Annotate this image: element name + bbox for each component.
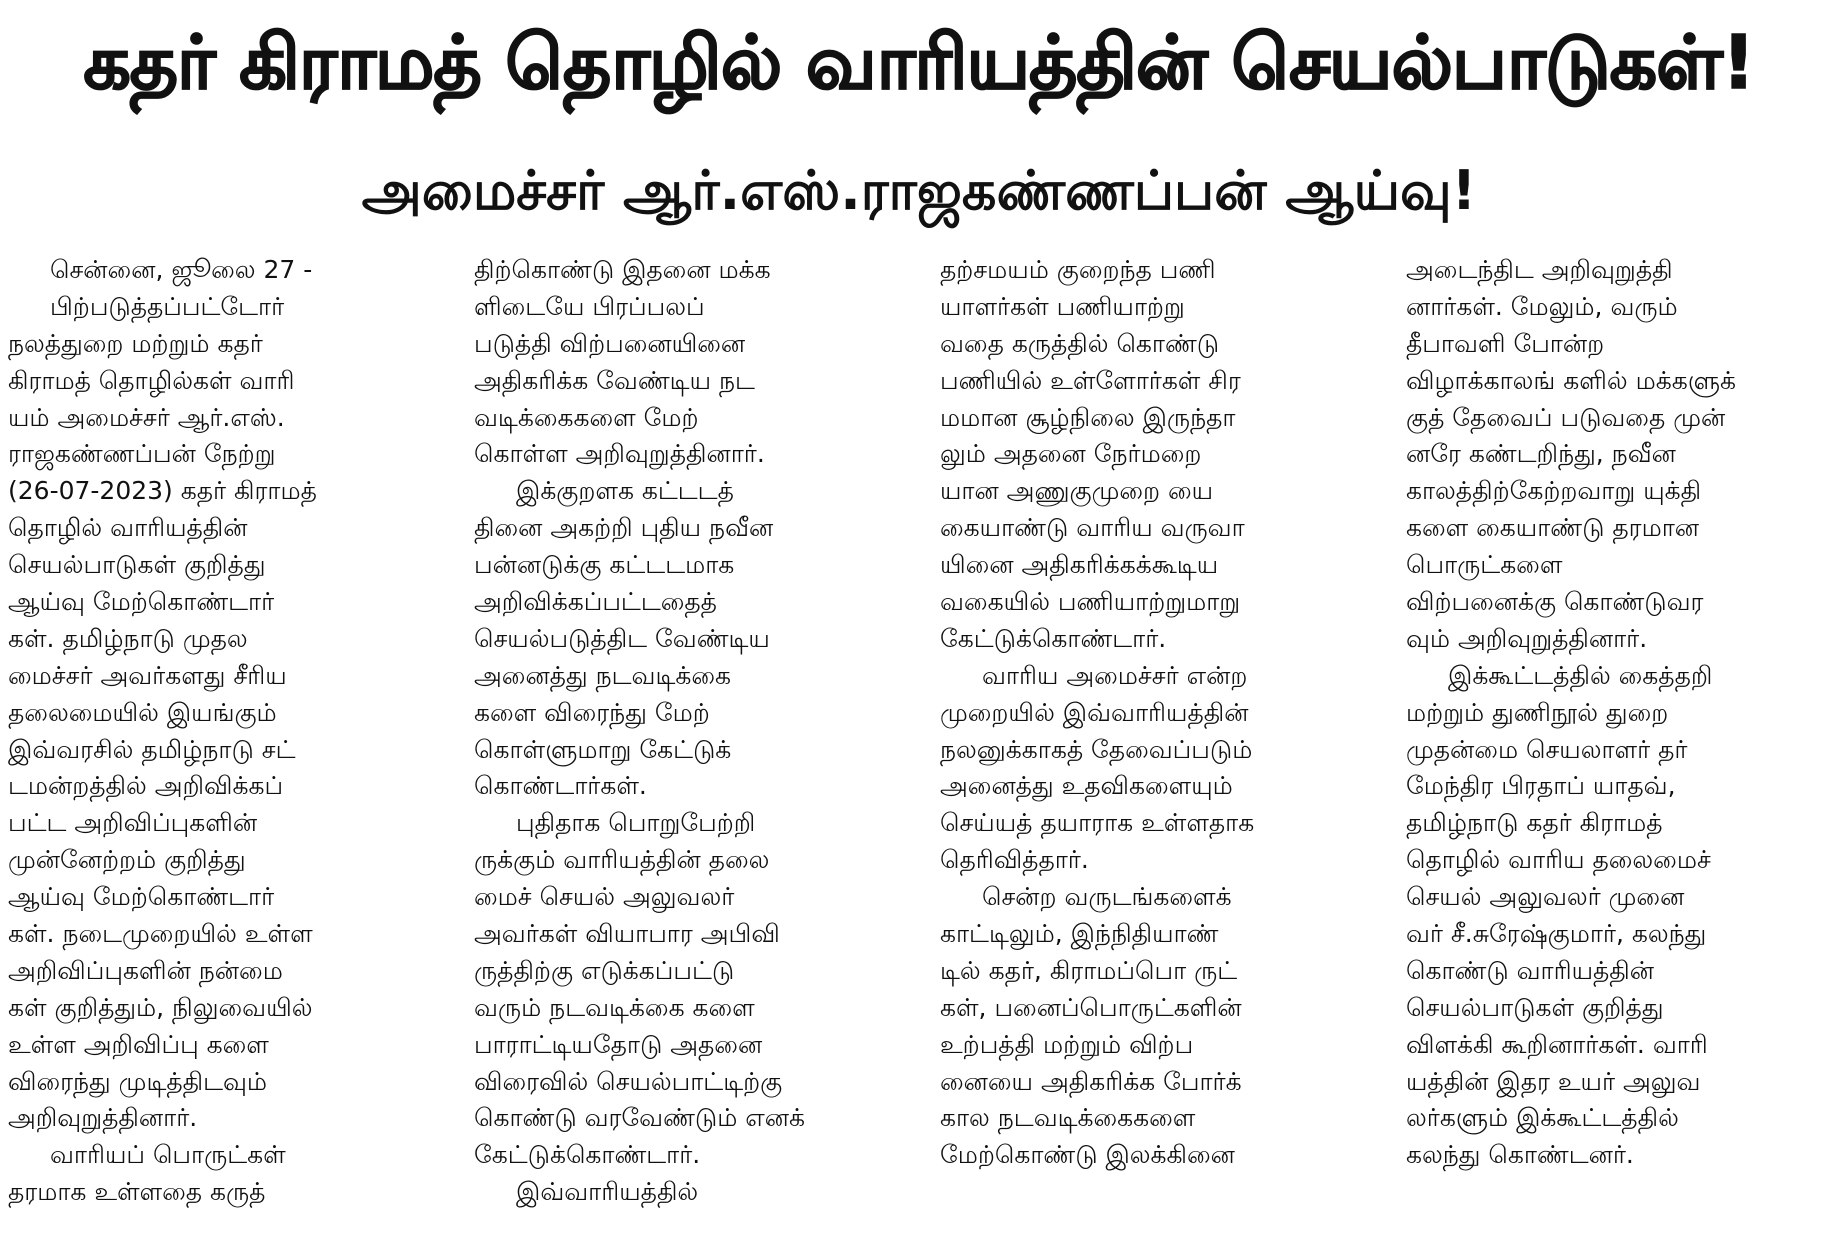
article-line: காட்டிலும், இந்நிதியாண்: [940, 919, 1219, 949]
article-column-3: [940, 252, 1364, 1238]
article-column-4: [1406, 252, 1830, 1238]
article-line: தொழில் வாரிய தலைமைச்: [1406, 845, 1711, 875]
article-line: கள், பனைப்பொருட்களின்: [940, 992, 1242, 1022]
article-line: களை கையாண்டு தரமான: [1406, 513, 1699, 543]
headline: கதர் கிராமத் தொழில் வாரியத்தின் செயல்பாடுகள்!: [83, 20, 1755, 106]
article-line: நலத்துறை மற்றும் கதர்: [8, 328, 263, 358]
article-line: இவ்வாரியத்தில்: [516, 1177, 699, 1207]
article-line: மேந்திர பிரதாப் யாதவ்,: [1406, 771, 1676, 801]
article-line: முதன்மை செயலாளர் தர்: [1406, 734, 1688, 764]
article-line: கொண்டு வாரியத்தின்: [1406, 955, 1655, 985]
article-line: கையாண்டு வாரிய வருவா: [940, 513, 1245, 543]
article-line: வரும் நடவடிக்கை களை: [474, 992, 755, 1022]
article-line: வாரிய அமைச்சர் என்ற: [982, 660, 1248, 690]
article-line: உள்ள அறிவிப்பு களை: [8, 1029, 269, 1059]
article-line: யம் அமைச்சர் ஆர்.எஸ்.: [8, 402, 285, 432]
article-line: பணியில் உள்ளோர்கள் சிர: [940, 365, 1241, 395]
article-line: மேற்கொண்டு இலக்கினை: [940, 1140, 1235, 1170]
article-line: தமிழ்நாடு கதர் கிராமத்: [1406, 808, 1663, 838]
article-line: யினை அதிகரிக்கக்கூடிய: [940, 550, 1219, 580]
article-columns: [8, 252, 1830, 1238]
article-line: விற்பனைக்கு கொண்டுவர: [1406, 587, 1704, 617]
article-line: குத் தேவைப் படுவதை முன்: [1406, 402, 1726, 432]
article-line: செயல்பாடுகள் குறித்து: [8, 550, 266, 580]
article-line: பாராட்டியதோடு அதனை: [474, 1029, 763, 1059]
article-line: இக்கூட்டத்தில் கைத்தறி: [1448, 660, 1713, 690]
article-line: ளிடையே பிரப்பலப்: [474, 291, 705, 321]
article-line: செயல் அலுவலர் முனை: [1406, 882, 1685, 912]
article-line: ஆய்வு மேற்கொண்டார்: [8, 587, 275, 617]
article-line: மைச் செயல் அலுவலர்: [474, 882, 735, 912]
article-line: வும் அறிவுறுத்தினார்.: [1406, 623, 1648, 653]
article-line: முன்னேற்றம் குறித்து: [8, 845, 246, 875]
article-line: யாளர்கள் பணியாற்று: [940, 291, 1185, 321]
article-line: வகையில் பணியாற்றுமாறு: [940, 587, 1241, 617]
article-column-2: [474, 252, 898, 1238]
article-line: தெரிவித்தார்.: [940, 845, 1089, 875]
article-line: கொண்டு வரவேண்டும் எனக்: [474, 1103, 806, 1133]
article-line: களை விரைந்து மேற்: [474, 697, 710, 727]
article-line: வாரியப் பொருட்கள்: [50, 1140, 286, 1170]
article-line: அவர்கள் வியாபார அபிவி: [474, 919, 780, 949]
article-line: கொள்ள அறிவுறுத்தினார்.: [474, 439, 765, 469]
article-line: னார்கள். மேலும், வரும்: [1406, 291, 1678, 321]
article-line: டில் கதர், கிராமப்பொ ருட்: [940, 955, 1238, 985]
article-line: லர்களும் இக்கூட்டத்தில்: [1406, 1103, 1679, 1133]
article-line: (26-07-2023) கதர் கிராமத்: [8, 476, 317, 506]
article-line: அனைத்து உதவிகளையும்: [940, 771, 1233, 801]
article-line: திற்கொண்டு இதனை மக்க: [474, 255, 771, 284]
article-line: டமன்றத்தில் அறிவிக்கப்: [8, 771, 284, 801]
article-line: செயல்பாடுகள் குறித்து: [1406, 992, 1664, 1022]
article-line: வர் சீ.சுரேஷ்குமார், கலந்து: [1406, 919, 1707, 949]
article-line: காலத்திற்கேற்றவாறு யுக்தி: [1406, 476, 1702, 506]
article-line: வதை கருத்தில் கொண்டு: [940, 328, 1220, 358]
article-line: செயல்படுத்திட வேண்டிய: [474, 623, 770, 653]
article-line: ராஜகண்ணப்பன் நேற்று: [8, 439, 276, 469]
article-line: னரே கண்டறிந்து, நவீன: [1406, 439, 1676, 469]
article-line: தரமாக உள்ளதை கருத்: [8, 1177, 266, 1207]
article-line: கொள்ளுமாறு கேட்டுக்: [474, 734, 732, 764]
article-line: அதிகரிக்க வேண்டிய நட: [474, 365, 755, 395]
article-line: அறிவிக்கப்பட்டதைத்: [474, 587, 717, 617]
article-line: பொருட்களை: [1406, 550, 1563, 580]
article-line: கள். நடைமுறையில் உள்ள: [8, 919, 313, 949]
article-line: ருக்கும் வாரியத்தின் தலை: [474, 845, 770, 875]
article-line: செய்யத் தயாராக உள்ளதாக: [940, 808, 1255, 838]
article-line: புதிதாக பொறுபேற்றி: [516, 808, 756, 838]
article-line: விரைந்து முடித்திடவும்: [8, 1066, 268, 1096]
article-column-1: [8, 252, 432, 1238]
article-line: ருத்திற்கு எடுக்கப்பட்டு: [474, 955, 735, 985]
article-line: கலந்து கொண்டனர்.: [1406, 1140, 1634, 1170]
article-line: முறையில் இவ்வாரியத்தின்: [940, 697, 1249, 727]
article-line: மைச்சர் அவர்களது சீரிய: [8, 660, 287, 690]
article-line: யத்தின் இதர உயர் அலுவ: [1406, 1066, 1701, 1096]
article-line: கால நடவடிக்கைகளை: [940, 1103, 1196, 1133]
article-line: மமான சூழ்நிலை இருந்தா: [940, 402, 1236, 432]
article-line: சென்ற வருடங்களைக்: [982, 882, 1232, 912]
article-line: அடைந்திட அறிவுறுத்தி: [1406, 255, 1673, 284]
article-line: வடிக்கைகளை மேற்: [474, 402, 699, 432]
article-line: னையை அதிகரிக்க போர்க்: [940, 1066, 1242, 1096]
article-line: உற்பத்தி மற்றும் விற்ப: [940, 1029, 1194, 1059]
article-line: மற்றும் துணிநூல் துறை: [1406, 697, 1669, 727]
article-line: கள். தமிழ்நாடு முதல: [8, 623, 248, 653]
article-line: கேட்டுக்கொண்டார்.: [474, 1140, 701, 1170]
article-line: கிராமத் தொழில்கள் வாரி: [8, 365, 295, 395]
article-line: பன்னடுக்கு கட்டடமாக: [474, 550, 735, 580]
article-line: படுத்தி விற்பனையினை: [474, 328, 746, 358]
article-line: நலனுக்காகத் தேவைப்படும்: [940, 734, 1253, 764]
article-line: ஆய்வு மேற்கொண்டார்: [8, 882, 275, 912]
article-line: அனைத்து நடவடிக்கை: [474, 660, 731, 690]
article-line: அறிவுறுத்தினார்.: [8, 1103, 198, 1133]
article-line: இவ்வரசில் தமிழ்நாடு சட்: [8, 734, 296, 764]
article-line: கொண்டார்கள்.: [474, 771, 647, 801]
article-line: இக்குறளக கட்டடத்: [516, 476, 734, 506]
article-line: தொழில் வாரியத்தின்: [8, 513, 248, 543]
article-line: பட்ட அறிவிப்புகளின்: [8, 808, 258, 838]
article-line: தீபாவளி போன்ற: [1406, 328, 1605, 358]
article-line: யான அணுகுமுறை யை: [940, 476, 1214, 506]
article-line: பிற்படுத்தப்பட்டோர்: [50, 291, 285, 321]
article-line: விரைவில் செயல்பாட்டிற்கு: [474, 1066, 783, 1096]
article-line: கள் குறித்தும், நிலுவையில்: [8, 992, 313, 1022]
article-line: அறிவிப்புகளின் நன்மை: [8, 955, 283, 985]
article-line: தலைமையில் இயங்கும்: [8, 697, 277, 727]
article-line: விளக்கி கூறினார்கள். வாரி: [1406, 1029, 1708, 1059]
article-line: லும் அதனை நேர்மறை: [940, 439, 1202, 469]
article-line: தற்சமயம் குறைந்த பணி: [940, 255, 1216, 284]
article-line: தினை அகற்றி புதிய நவீன: [474, 513, 774, 543]
article-line: கேட்டுக்கொண்டார்.: [940, 623, 1167, 653]
subheadline: அமைச்சர் ஆர்.எஸ்.ராஜகண்ணப்பன் ஆய்வு!: [361, 159, 1477, 222]
article-line: சென்னை, ஜூலை 27 -: [50, 255, 313, 284]
article-line: விழாக்காலங் களில் மக்களுக்: [1406, 365, 1736, 395]
